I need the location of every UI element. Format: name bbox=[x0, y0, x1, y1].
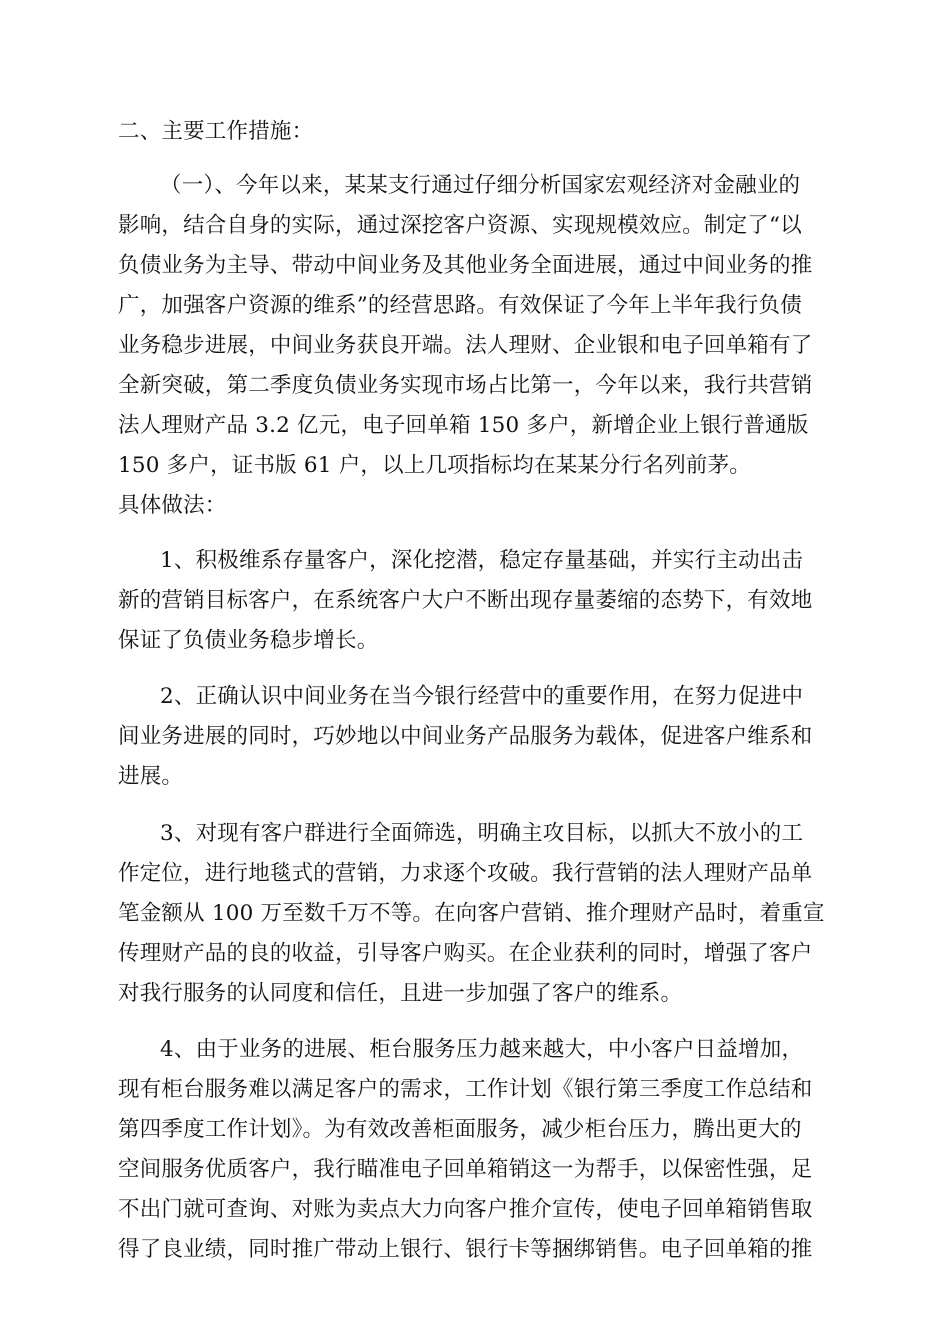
paragraph-line: 新的营销目标客户，在系统客户大户不断出现存量萎缩的态势下，有效地 bbox=[118, 588, 813, 613]
paragraph-line: 3、对现有客户群进行全面筛选，明确主攻目标，以抓大不放小的工 bbox=[160, 821, 804, 846]
paragraph-line: 不出门就可查询、对账为卖点大力向客户推介宣传，使电子回单箱销售取 bbox=[118, 1197, 813, 1222]
paragraph-line: （一）、今年以来，某某支行通过仔细分析国家宏观经济对金融业的 bbox=[160, 173, 801, 198]
paragraph-line: 笔金额从 100 万至数千万不等。在向客户营销、推介理财产品时，着重宣 bbox=[118, 901, 825, 926]
paragraph-line: 间业务进展的同时，巧妙地以中间业务产品服务为载体，促进客户维系和 bbox=[118, 724, 813, 749]
paragraph-line: 广，加强客户资源的维系”的经营思路。有效保证了今年上半年我行负债 bbox=[118, 293, 802, 318]
paragraph-line: 第四季度工作计划》。为有效改善柜面服务，减少柜台压力，腾出更大的 bbox=[118, 1117, 802, 1142]
paragraph-line: 业务稳步进展，中间业务获良开端。法人理财、企业银和电子回单箱有了 bbox=[118, 333, 813, 358]
paragraph-line: 进展。 bbox=[118, 764, 184, 789]
paragraph-line: 全新突破，第二季度负债业务实现市场占比第一，今年以来，我行共营销 bbox=[118, 373, 813, 398]
paragraph-line: 保证了负债业务稳步增长。 bbox=[118, 628, 379, 653]
paragraph-line: 影响，结合自身的实际，通过深挖客户资源、实现规模效应。制定了“以 bbox=[118, 213, 802, 238]
paragraph-line: 负债业务为主导、带动中间业务及其他业务全面进展，通过中间业务的推 bbox=[118, 253, 813, 278]
paragraph-line: 法人理财产品 3.2 亿元，电子回单箱 150 多户，新增企业上银行普通版 bbox=[118, 413, 809, 438]
paragraph-line: 对我行服务的认同度和信任，且进一步加强了客户的维系。 bbox=[118, 981, 683, 1006]
paragraph-line: 150 多户，证书版 61 户，以上几项指标均在某某分行名列前茅。 bbox=[118, 453, 751, 478]
section-heading: 二、主要工作措施： bbox=[118, 119, 314, 144]
paragraph-line: 4、由于业务的进展、柜台服务压力越来越大，中小客户日益增加， bbox=[160, 1037, 804, 1062]
paragraph-line: 1、积极维系存量客户，深化挖潜，稳定存量基础，并实行主动出击 bbox=[160, 548, 804, 573]
paragraph-line: 传理财产品的良的收益，引导客户购买。在企业获利的同时，增强了客户 bbox=[118, 941, 813, 966]
paragraph-line: 作定位，进行地毯式的营销，力求逐个攻破。我行营销的法人理财产品单 bbox=[118, 861, 813, 886]
paragraph-line: 空间服务优质客户，我行瞄准电子回单箱销这一为帮手，以保密性强，足 bbox=[118, 1157, 813, 1182]
paragraph-line: 2、正确认识中间业务在当今银行经营中的重要作用，在努力促进中 bbox=[160, 684, 804, 709]
paragraph-line: 现有柜台服务难以满足客户的需求，工作计划《银行第三季度工作总结和 bbox=[118, 1077, 813, 1102]
subheading: 具体做法： bbox=[118, 493, 227, 518]
paragraph-line: 得了良业绩，同时推广带动上银行、银行卡等捆绑销售。电子回单箱的推 bbox=[118, 1237, 813, 1262]
